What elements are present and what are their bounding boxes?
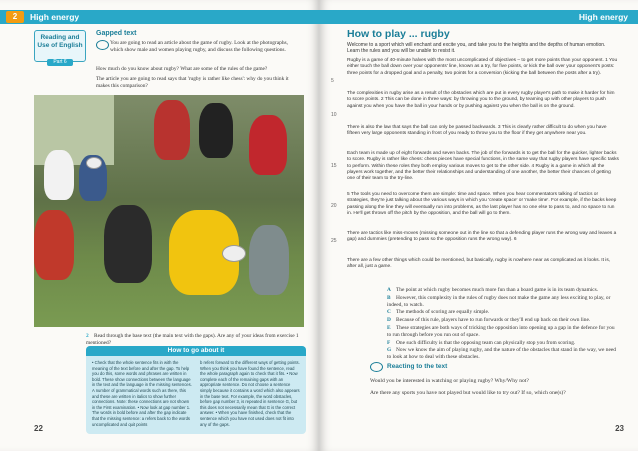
option-g bbox=[387, 347, 619, 361]
reacting-title: Reacting to the text bbox=[387, 363, 448, 370]
badge-label: Reading and Use of English bbox=[37, 34, 83, 49]
article-intro: Welcome to a sport which will enchant and excite you, and take you to the heights and the depths of human emotion. Learn the rules and you will be unable to resist it. bbox=[347, 42, 606, 55]
option-text: Because of this rule, players have to run forwards or they'll end up back on their own line. bbox=[396, 317, 591, 324]
option-text: The point at which rugby becomes much more fun than a board game is in its team dynamics. bbox=[396, 287, 599, 293]
article-paragraph-6: There are tactics like miss-moves (missing someone out in the line so that a defending player runs the wrong way and leaves a gap) and dummies (pretending to pass so the opposition runs the wrong way). 6 bbox=[347, 231, 617, 243]
page-number-left: 22 bbox=[34, 424, 43, 433]
rugby-ball-icon bbox=[222, 245, 246, 262]
option-a bbox=[387, 287, 619, 294]
line-number: 5 bbox=[331, 78, 334, 84]
rugby-ball-icon bbox=[86, 157, 102, 169]
rugby-photo-collage bbox=[34, 95, 304, 327]
line-number: 20 bbox=[331, 203, 337, 209]
player-red-shirt-2 bbox=[249, 115, 287, 175]
how-to-column-2: b refers forward to the different ways of getting points. When you think you have found the sentence, read the whole paragraph again to check that it fits. • Now complete each of the remaining gaps with an appropriate sentence. Do not choose a sentence simply because it contains a word which also appears in the base text. For example, the word obstacles, before gap number 3, is repeated in sentence G, but this does not necessarily mean that G is the correct answer. • When you have finished, check that the sentence which you have not used does not fit into any of the gaps. bbox=[200, 360, 300, 427]
how-to-go-about-it-box bbox=[86, 346, 306, 434]
step-1-circle-icon bbox=[96, 40, 109, 50]
player-red-shirt bbox=[154, 100, 190, 160]
line-number: 25 bbox=[331, 238, 337, 244]
option-c bbox=[387, 309, 619, 316]
option-text: One such difficulty is that the opposing team can physically stop you from scoring. bbox=[396, 339, 576, 346]
reacting-question-2: Are there any sports you have not played but would like to try out? If so, which one(s)? bbox=[370, 390, 566, 396]
badge-part: Part 6 bbox=[47, 59, 73, 66]
step-2-text: Read through the base text (the main text with the gaps). Are any of your ideas from exercise 1 mentioned? bbox=[86, 333, 299, 346]
step-2-number: 2 bbox=[86, 333, 89, 339]
step-2 bbox=[86, 333, 300, 347]
unit-title-right: High energy bbox=[578, 12, 628, 22]
article-title: How to play ... rugby bbox=[347, 28, 450, 40]
player-dark-shirt bbox=[199, 103, 233, 158]
option-e bbox=[387, 325, 619, 339]
page-number-right: 23 bbox=[615, 424, 624, 433]
photo-sky bbox=[34, 95, 114, 165]
player-grey-jersey bbox=[249, 225, 289, 295]
article-paragraph-2: The complexities in rugby arise as a result of the obstacles which are put in every rugby player's path to make it harder for him to score points. 2 This can be done in three ways: by throwing you to the ground, by teaming up with other players to push against you when you have the ball in your hands or by pushing against you when the ball is on the ground. bbox=[347, 91, 615, 109]
player-black-jersey bbox=[104, 205, 152, 283]
missing-sentences-list bbox=[387, 287, 619, 362]
unit-number: 2 bbox=[6, 11, 24, 23]
right-page bbox=[319, 0, 638, 451]
article-paragraph-1: Rugby is a game of 40-minute halves with the most uncomplicated of objectives – to get more points than your opponent. 1 You either touch the ball down over your opponents' line, known as a try, for five points, or kick the ball over your opponent's posts: three points for a dropped goal and a penalty, two points for a conversion (kicking the ball between the posts after a try). bbox=[347, 58, 618, 76]
option-letter: F bbox=[387, 339, 391, 346]
article-paragraph-7: There are a few other things which could be mentioned, but basically, rugby is nowhere near as complicated as it looks. It is, after all, just a game. bbox=[347, 258, 611, 270]
step-1-question-a: How much do you know about rugby? What are some of the rules of the game? bbox=[96, 66, 268, 72]
section-title: Gapped text bbox=[96, 30, 137, 37]
step-1-instruction: You are going to read an article about the game of rugby. Look at the photographs, which show male and women playing rugby, and discuss the following questions. bbox=[110, 40, 288, 53]
line-number: 15 bbox=[331, 163, 337, 169]
reacting-question-1: Would you be interested in watching or playing rugby? Why/Why not? bbox=[370, 378, 529, 384]
option-letter: E bbox=[387, 324, 391, 331]
player-red-jersey-left bbox=[34, 210, 74, 280]
article-paragraph-3: There is also the law that says the ball can only be passed backwards. 3 This is clearly rather difficult to do when you have fifteen very large opponents standing in front of you ready to throw you to the floor if they get anywhere near you. bbox=[347, 125, 607, 137]
option-b bbox=[387, 295, 619, 309]
how-to-column-1: • Check that the whole sentence fits in with the meaning of the text before and after the gap. To help you do this, some words and phrases are written in bold. These show connections between the language in the text and the language in the missing sentences. A number of grammatical words such as there, this and these are written in italics to show further connections. Note: these connections are not shown in the First examination. • Now look at gap number 1. The words in bold before and after the gap indicate that the missing sentence: a refers back to the words uncomplicated and quit points bbox=[92, 360, 192, 427]
option-text: Now we know the aim of playing rugby, and the nature of the obstacles that stand in the way, we need to look at how to deal with these obstacles. bbox=[387, 347, 616, 361]
option-letter: G bbox=[387, 347, 392, 354]
how-to-title: How to go about it bbox=[86, 346, 306, 356]
option-letter: D bbox=[387, 317, 391, 324]
option-d bbox=[387, 317, 619, 324]
unit-title: High energy bbox=[30, 12, 80, 22]
option-f bbox=[387, 340, 619, 347]
article-paragraph-4: Each team is made up of eight forwards and seven backs. The job of the forwards is to get the ball for the quicker, lighter backs to score. Rugby is rather like chess: chess pieces have special functions, in the same way that rugby players have specific tasks to perform. Within these roles they both employ various moves to get to the other side. 4 Rugby is a game in which all the players work together, and the better their relationships and understanding of one another, the better their chances of getting one of their team to the try-line. bbox=[347, 151, 619, 182]
line-number: 10 bbox=[331, 112, 337, 118]
option-letter: B bbox=[387, 294, 391, 301]
option-letter: C bbox=[387, 309, 391, 316]
option-text: These strategies are both ways of tricking the opposition into opening up a gap in the defence for you to run through before you run out of space. bbox=[387, 324, 615, 338]
option-letter: A bbox=[387, 287, 391, 293]
option-text: However, this complexity in the rules of rugby does not make the game any less exciting to play, or indeed, to watch. bbox=[387, 294, 611, 308]
option-text: The methods of scoring are equally simple. bbox=[396, 309, 490, 316]
article-paragraph-5: 5 The tools you need to overcome them are simple: time and space. When you hear commentators talking of tactics or strategies, they're just talking about the various ways in which you 'create space' or 'make time'. For example, if the backs keep passing along the line they will eventually run into problems, as the last player has no one else to pass to, and no space to run in. He'll get thrown off the pitch by the opposition, and the ball will go to them. bbox=[347, 192, 617, 216]
step-4-circle-icon bbox=[370, 362, 383, 372]
step-1-question-b: The article you are going to read says that 'rugby is rather like chess': why do you think it makes this comparison? bbox=[96, 76, 289, 89]
reading-use-of-english-badge bbox=[34, 30, 86, 65]
player-white-shirt bbox=[44, 150, 74, 200]
